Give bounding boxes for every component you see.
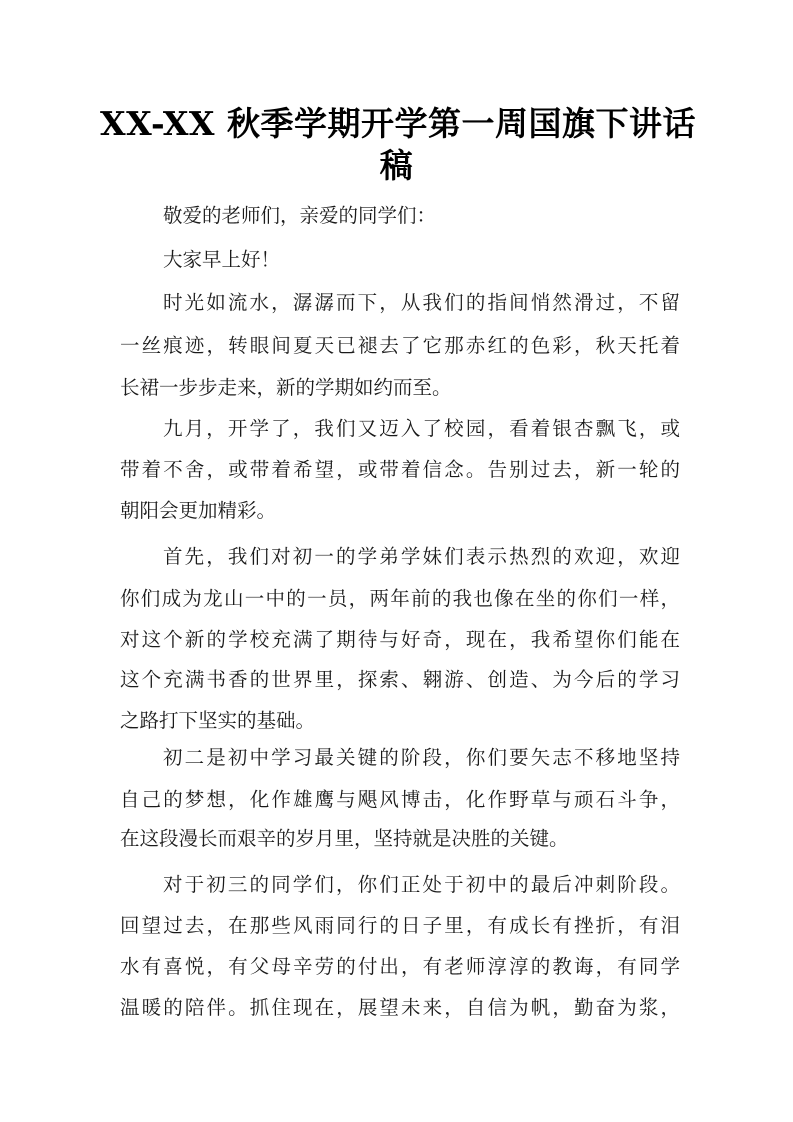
salutation: 敬爱的老师们，亲爱的同学们：	[163, 204, 437, 227]
document-title-line-1: XX-XX 秋季学期开学第一周国旗下讲话	[100, 104, 697, 143]
paragraph-3-line: 首先，我们对初一的学弟学妹们表示热烈的欢迎，欢迎	[163, 545, 680, 568]
paragraph-2-line: 朝阳会更加精彩。	[120, 499, 277, 522]
paragraph-2-line: 九月，开学了，我们又迈入了校园，看着银杏飘飞，或	[163, 417, 680, 440]
paragraph-3-line: 对这个新的学校充满了期待与好奇，现在，我希望你们能在	[120, 628, 680, 651]
paragraph-5-line: 对于初三的同学们，你们正处于初中的最后冲刺阶段。	[163, 873, 680, 896]
paragraph-2-line: 带着不舍，或带着希望，或带着信念。告别过去，新一轮的	[120, 458, 680, 481]
paragraph-4-line: 自己的梦想，化作雄鹰与飓风博击，化作野草与顽石斗争，	[120, 788, 680, 811]
paragraph-4-line: 初二是初中学习最关键的阶段，你们要矢志不移地坚持	[163, 746, 680, 769]
paragraph-4-line: 在这段漫长而艰辛的岁月里，坚持就是决胜的关键。	[120, 827, 569, 850]
greeting: 大家早上好！	[163, 248, 281, 271]
paragraph-1-line: 长裙一步步走来，新的学期如约而至。	[120, 376, 452, 399]
paragraph-1-line: 一丝痕迹，转眼间夏天已褪去了它那赤红的色彩，秋天托着	[120, 334, 680, 357]
paragraph-5-line: 温暖的陪伴。抓住现在，展望未来，自信为帆，勤奋为浆，	[120, 996, 680, 1019]
paragraph-3-line: 你们成为龙山一中的一员，两年前的我也像在坐的你们一样，	[120, 587, 680, 610]
paragraph-3-line: 这个充满书香的世界里，探索、翱游、创造、为今后的学习	[120, 668, 680, 691]
paragraph-1-line: 时光如流水，潺潺而下，从我们的指间悄然滑过，不留	[163, 291, 680, 314]
paragraph-5-line: 水有喜悦，有父母辛劳的付出，有老师淳淳的教诲，有同学	[120, 955, 680, 978]
document-title-line-2: 稿	[379, 146, 414, 185]
paragraph-5-line: 回望过去，在那些风雨同行的日子里，有成长有挫折，有泪	[120, 914, 680, 937]
paragraph-3-line: 之路打下坚实的基础。	[120, 709, 316, 732]
